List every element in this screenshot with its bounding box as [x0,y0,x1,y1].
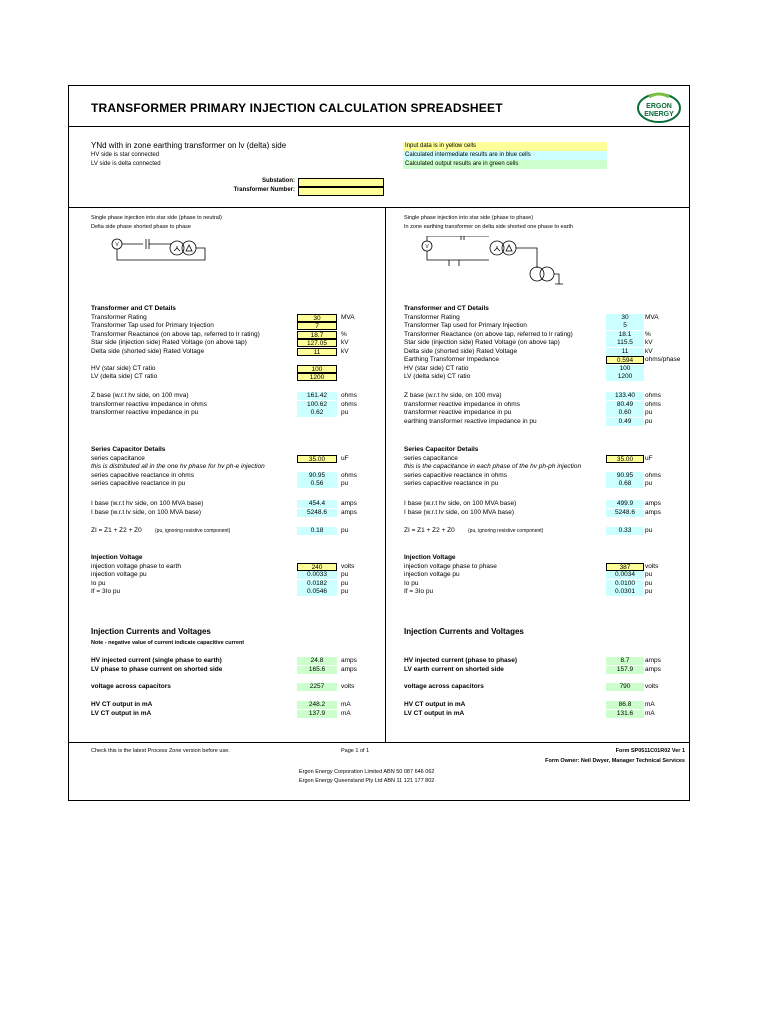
footer-page: Page 1 of 1 [341,748,370,754]
row-unit: ohms [645,392,661,399]
column-divider [385,207,386,742]
row-label: Transformer Reactance (on above tap, referred to lr rating) [404,330,573,338]
row-label: Io pu [91,579,106,587]
value-cell: 115.5 [606,339,644,347]
row-label: HV injected current (single phase to earth) [91,657,222,664]
row-unit: pu [341,480,349,487]
row-label: transformer reactive impedance in ohms [91,400,207,408]
right-diagram-title-1: Single phase injection into star side (phase to phase) [404,215,534,221]
row-label: Earthing Transformer Impedance [404,356,500,363]
value-cell: 0.60 [606,409,644,417]
row-label: I base (w.r.t lv side, on 100 MVA base) [404,508,515,516]
value-cell: 0.0301 [606,588,644,596]
row-label: I base (w.r.t lv side, on 100 MVA base) [91,508,202,516]
zi-formula: ZI = Z1 + Z2 + Z0 [91,527,142,534]
row-label: LV earth current on shorted side [404,665,504,673]
zi-formula: ZI = Z1 + Z2 + Z0 [404,527,455,534]
value-cell: 5248.6 [606,509,644,517]
value-cell: 18.1 [606,331,644,339]
row-label: If = 3Io pu [404,588,434,595]
value-cell: 100.62 [297,401,337,409]
value-cell: 80.49 [606,401,644,409]
section-title: Transformer and CT Details [404,305,489,312]
row-unit: ohms [645,400,661,408]
row-unit: MVA [341,313,355,321]
row-label: transformer reactive impedance in pu [91,409,199,416]
legend-input: Input data is in yellow cells [403,142,607,151]
value-cell: 2257 [297,683,337,691]
row-unit: volts [645,562,659,570]
section-title: Injection Currents and Voltages [91,627,211,636]
row-unit: pu [341,571,349,578]
row-unit: amps [645,500,661,507]
main-description: YNd with in zone earthing transformer on lv (delta) side [91,141,287,150]
left-diagram-title-1: Single phase injection into star side (phase to neutral) [91,215,222,221]
row-unit: ohms [341,400,357,408]
value-cell: 454.4 [297,500,337,508]
row-unit: mA [341,701,351,708]
right-diagram-title-2: In zone earthing transformer on delta side shorted one phase to earth [404,224,574,230]
row-unit: ohms [341,392,357,399]
row-unit: pu [645,579,653,587]
row-label: I base (w.r.t hv side, on 100 MVA base) [91,500,204,507]
value-cell: 248.2 [297,701,337,709]
value-cell: 24.8 [297,657,337,665]
svg-text:V: V [115,242,119,248]
row-label: HV (star side) CT ratio [91,364,156,372]
left-circuit-diagram [109,236,229,266]
value-cell: 157.9 [606,666,644,674]
value-cell: 0.0100 [606,580,644,588]
row-label: transformer reactive impedance in pu [404,409,512,416]
row-label: HV injected current (phase to phase) [404,657,518,664]
value-cell: 90.95 [606,472,644,480]
row-unit: ohms [645,471,661,479]
capacitance-note: this is distributed all in the one hv phase for hv ph-e injection [91,463,265,470]
row-unit: MVA [645,313,659,321]
row-label: LV (delta side) CT ratio [91,373,158,380]
section-note: Note - negative value of current indicate capacitive current [91,640,245,646]
row-unit: pu [341,409,349,416]
value-cell: 90.95 [297,472,337,480]
row-label: earthing transformer reactive impedance in pu [404,417,537,425]
input-cell[interactable]: 35.00 [606,455,644,463]
divider [69,742,689,743]
svg-text:V: V [425,244,429,250]
row-unit: kV [645,339,653,346]
input-cell[interactable]: 18.7 [297,331,337,339]
value-cell: 86.8 [606,701,644,709]
row-label: LV CT output in mA [91,709,152,717]
value-cell: 0.56 [297,480,337,488]
right-circuit-diagram [419,236,579,288]
row-unit: pu [341,527,349,534]
value-cell: 165.6 [297,666,337,674]
value-cell: 0.0033 [297,571,337,579]
row-unit: pu [645,571,653,578]
input-cell[interactable]: 240 [297,563,337,571]
value-cell: 0.18 [297,527,337,535]
value-cell: 0.0034 [606,571,644,579]
legend-output: Calculated output results are in green cells [403,160,607,169]
row-label: I base (w.r.t hv side, on 100 MVA base) [404,500,517,507]
row-unit: mA [645,709,655,717]
value-cell: 161.42 [297,392,337,400]
value-cell: 0.68 [606,480,644,488]
row-label: Z base (w.r.t hv side, on 100 mva) [404,392,502,399]
brand-line2: ENERGY [644,111,674,118]
section-title: Injection Currents and Voltages [404,627,524,636]
row-unit: pu [645,588,653,595]
row-unit: volts [645,683,659,690]
section-title: Series Capacitor Details [404,446,479,453]
row-label: series capacitive reactance in pu [404,480,499,487]
row-label: HV CT output in mA [91,701,153,708]
row-unit: amps [341,508,357,516]
row-label: If = 3Io pu [91,588,121,595]
row-label: voltage across capacitors [404,683,484,690]
row-label: Star side (injection side) Rated Voltage (on above tap) [404,339,560,346]
spreadsheet-page [68,85,690,801]
value-cell: 0.0182 [297,580,337,588]
row-label: Transformer Tap used for Primary Injection [91,322,214,329]
value-cell: 131.6 [606,710,644,718]
value-cell: 0.33 [606,527,644,535]
input-cell[interactable]: 387 [606,563,644,571]
page-title: TRANSFORMER PRIMARY INJECTION CALCULATION SPREADSHEET [91,101,503,115]
row-unit: amps [645,665,661,673]
row-label: LV (delta side) CT ratio [404,373,471,380]
row-label: Transformer Tap used for Primary Injection [404,322,527,329]
input-cell[interactable]: 30 [297,314,337,322]
value-cell: 499.9 [606,500,644,508]
footer-check: Check this is the latest Process Zone version before use. [91,748,230,754]
row-label: Io pu [404,579,419,587]
value-cell: 8.7 [606,657,644,665]
row-label: series capacitive reactance in ohms [91,471,194,479]
row-unit: pu [645,409,653,416]
ergon-energy-logo [635,91,683,125]
input-cell[interactable]: 0.594 [606,356,644,364]
hv-description: HV side is star connected [91,152,160,158]
value-cell: 0.62 [297,409,337,417]
row-label: series capacitive reactance in pu [91,480,186,487]
row-unit: volts [341,562,355,570]
row-unit: amps [341,665,357,673]
row-label: LV CT output in mA [404,709,465,717]
row-unit: pu [645,527,653,534]
zi-note: (pu, ignoring resistive component) [468,528,544,534]
value-cell: 5248.6 [297,509,337,517]
row-unit: volts [341,683,355,690]
lv-description: LV side is delta connected [91,161,161,167]
substation-label: Substation: [262,178,295,184]
row-unit: uF [341,454,349,462]
footer-owner: Form Owner: Neil Dwyer, Manager Technical Services [545,758,685,764]
row-unit: mA [341,709,351,717]
legend-intermediate: Calculated intermediate results are in blue cells [403,151,607,160]
row-label: injection voltage pu [91,571,147,578]
footer-corp-1: Ergon Energy Corporation Limited ABN 50 087 646 062 [299,769,435,775]
row-unit: % [645,330,651,338]
left-diagram-title-2: Delta side phase shorted phase to phase [91,224,191,230]
row-unit: pu [645,417,653,425]
capacitance-note: this is the capacitance in each phase of the hv ph-ph injection [404,463,582,470]
row-label: LV phase to phase current on shorted side [91,665,223,673]
brand-line1: ERGON [646,103,672,110]
row-unit: pu [341,579,349,587]
row-unit: uF [645,454,653,462]
footer-corp-2: Ergon Energy Queensland Pty Ltd ABN 11 121 177 802 [299,778,435,784]
input-cell[interactable]: 127.05 [297,339,337,347]
row-unit: ohms [341,471,357,479]
row-label: series capacitance [91,454,145,462]
section-title: Series Capacitor Details [91,446,166,453]
divider [69,126,689,127]
row-unit: pu [645,480,653,487]
row-label: series capacitance [404,454,458,462]
row-unit: kV [341,339,349,346]
row-unit: kV [341,347,349,355]
row-unit: kV [645,347,653,355]
value-cell: 30 [606,314,644,322]
value-cell: 0.49 [606,418,644,426]
value-cell: 137.9 [297,710,337,718]
input-cell[interactable]: 7 [297,322,337,330]
row-label: voltage across capacitors [91,683,171,690]
row-label: HV (star side) CT ratio [404,364,469,372]
section-title: Transformer and CT Details [91,305,176,312]
row-unit: ohms/phase [645,356,681,363]
value-cell: 100 [606,365,644,373]
input-cell[interactable]: 1200 [297,373,337,381]
zi-note: (pu, ignoring resistive component) [155,528,231,534]
row-unit: pu [341,588,349,595]
row-unit: mA [645,701,655,708]
row-label: transformer reactive impedance in ohms [404,400,520,408]
value-cell: 790 [606,683,644,691]
row-label: injection voltage pu [404,571,460,578]
divider [69,207,689,208]
value-cell: 5 [606,322,644,330]
input-cell[interactable]: 35.00 [297,455,337,463]
footer-form: Form SP0511C01R02 Ver 1 [615,748,685,754]
section-title: Injection Voltage [91,554,143,561]
row-unit: amps [341,500,357,507]
transformer-number-label: Transformer Number: [233,187,295,193]
row-label: Star side (injection side) Rated Voltage (on above tap) [91,339,247,346]
row-label: Delta side (shorted side) Rated Voltage [91,347,205,355]
input-cell[interactable]: 100 [297,365,337,373]
row-unit: amps [645,657,661,664]
value-cell: 1200 [606,373,644,381]
value-cell: 0.0546 [297,588,337,596]
row-label: Z base (w.r.t hv side, on 100 mva) [91,392,189,399]
row-label: Transformer Reactance (on above tap, referred to lr rating) [91,330,260,338]
row-unit: amps [645,508,661,516]
row-label: Transformer Rating [404,313,460,321]
section-title: Injection Voltage [404,554,456,561]
value-cell: 11 [606,348,644,356]
row-label: Transformer Rating [91,313,147,321]
row-label: series capacitive reactance in ohms [404,471,507,479]
row-label: Delta side (shorted side) Rated Voltage [404,347,518,355]
input-cell[interactable]: 11 [297,348,337,356]
value-cell: 133.40 [606,392,644,400]
row-unit: amps [341,657,357,664]
transformer-number-input[interactable] [298,187,384,196]
substation-input[interactable] [298,178,384,187]
row-unit: % [341,330,347,338]
row-label: injection voltage phase to phase [404,562,497,570]
row-label: injection voltage phase to earth [91,562,181,570]
row-label: HV CT output in mA [404,701,466,708]
